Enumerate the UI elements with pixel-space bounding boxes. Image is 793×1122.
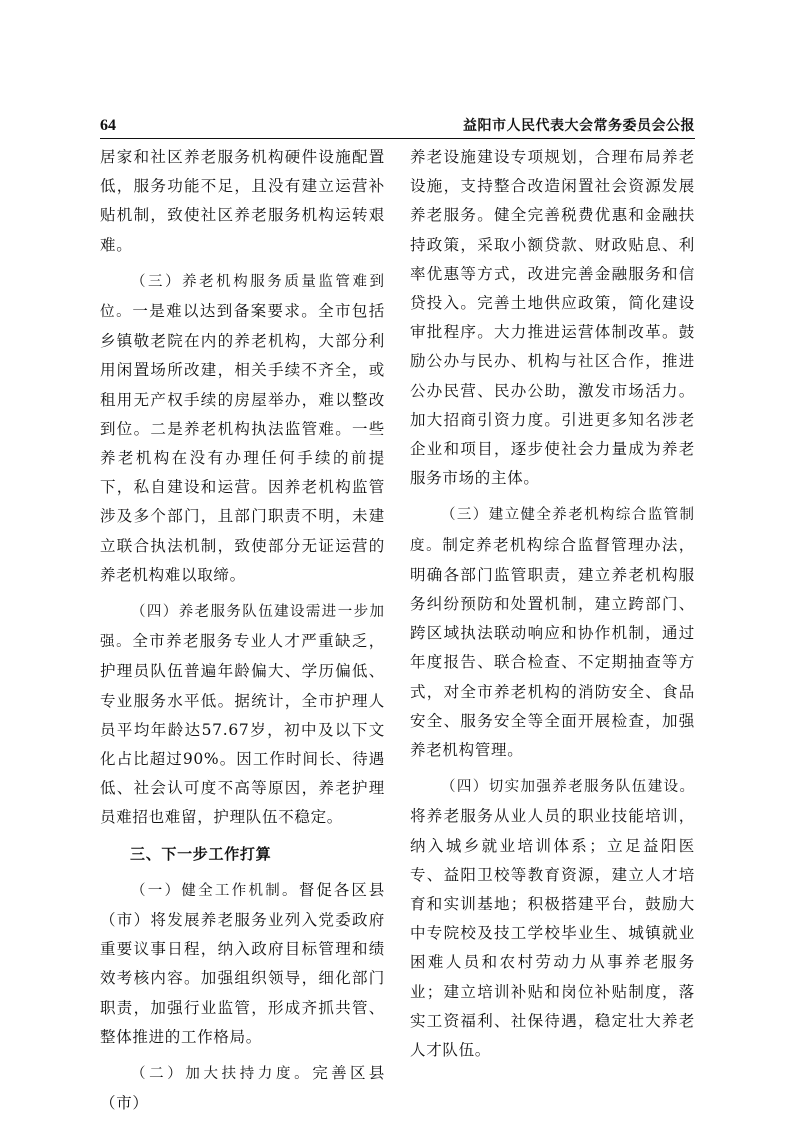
- paragraph-body: 全市养老服务专业人才严重缺乏，护理员队伍普遍年龄偏大、学历偏低、专业服务水平低。据统计，全市护理人员平均年龄达57.67岁，初中及以下文化占比超过90%。因工作时间长、待遇低、社会认可度不高等原因，养老护理员难招也难留，护理队伍不稳定。: [100, 632, 385, 827]
- subheading-workforce: （四）养老服务队伍建设需进一步加强。: [100, 604, 385, 651]
- subheading-support: （二）加大扶持力度。: [131, 1066, 313, 1083]
- paragraph-body: 一是难以达到备案要求。全市包括乡镇敬老院在内的养老机构，大部分利用闲置场所改建，相关手续不齐全，或租用无产权手续的房屋举办，难以整改到位。二是养老机构执法监管难。一些养老机构在没有办理任何手续的前提下，私自建设和运营。因养老机构监管涉及多个部门，且部门职责不明，未建立联合执法机制，致使部分无证运营的养老机构难以取缔。: [100, 302, 385, 584]
- paragraph-body: 制定养老机构综合监督管理办法，明确各部门监管职责，建立养老机构服务纠纷预防和处置机制，建立跨部门、跨区域执法联动响应和协作机制，通过年度报告、联合检查、不定期抽查等方式，对全市养老机构的消防安全、食品安全、服务安全等全面开展检查，加强养老机构管理。: [410, 535, 695, 760]
- right-column: [410, 143, 695, 1065]
- subheading-supervision: （三）养老机构服务质量监管难到位。: [100, 273, 385, 321]
- left-column: [100, 143, 385, 1119]
- subheading-mechanism: （一）健全工作机制。: [131, 882, 299, 899]
- paragraph-workforce: [100, 597, 385, 833]
- paragraph-supervision: [100, 267, 385, 590]
- paragraph-comprehensive-supervision: [410, 500, 695, 765]
- page-number: 64: [100, 117, 116, 134]
- paragraph-continued: 养老设施建设专项规划，合理布局养老设施，支持整合改造闲置社会资源发展养老服务。健全完善税费优惠和金融扶持政策，采取小额贷款、财政贴息、利率优惠等方式，改进完善金融服务和信贷投入。完善土地供应政策，简化建设审批程序。大力推进运营体制改革。鼓励公办与民办、机构与社区合作，推进公办民营、民办公助，激发市场活力。加大招商引资力度。引进更多知名涉老企业和项目，逐步使社会力量成为养老服务市场的主体。: [410, 148, 695, 488]
- header-rule: [100, 138, 695, 139]
- journal-title: 益阳市人民代表大会常务委员会公报: [463, 118, 695, 134]
- paragraph-body: 督促各区县（市）将发展养老服务业列入党委政府重要议事日程，纳入政府目标管理和绩效考核内容。加强组织领导，细化部门职责，加强行业监管，形成齐抓共管、整体推进的工作格局。: [100, 880, 385, 1046]
- paragraph-team-building: [410, 772, 695, 1065]
- paragraph-body: 完善区县（市）: [100, 1064, 386, 1113]
- subheading-comprehensive-supervision: （三）建立健全养老机构综合监管制度。: [410, 507, 695, 554]
- paragraph-continued: 居家和社区养老服务机构硬件设施配置低，服务功能不足，且没有建立运营补贴机制，致使社区养老服务机构运转艰难。: [100, 148, 385, 254]
- paragraph-mechanism: [100, 876, 385, 1052]
- paragraph-support: [100, 1059, 385, 1118]
- paragraph-body: 将养老服务从业人员的职业技能培训，纳入城乡就业培训体系；立足益阳医专、益阳卫校等教育资源，建立人才培育和实训基地；积极搭建平台，鼓励大中专院校及技工学校毕业生、城镇就业困难人员和农村劳动力从事养老服务业；建立培训补贴和岗位补贴制度，落实工资福利、社保待遇，稳定壮大养老人才队伍。: [410, 807, 695, 1060]
- section-heading: 三、下一步工作打算: [130, 844, 272, 863]
- subheading-team-building: （四）切实加强养老服务队伍建设。: [441, 779, 695, 796]
- page-header: [100, 117, 695, 139]
